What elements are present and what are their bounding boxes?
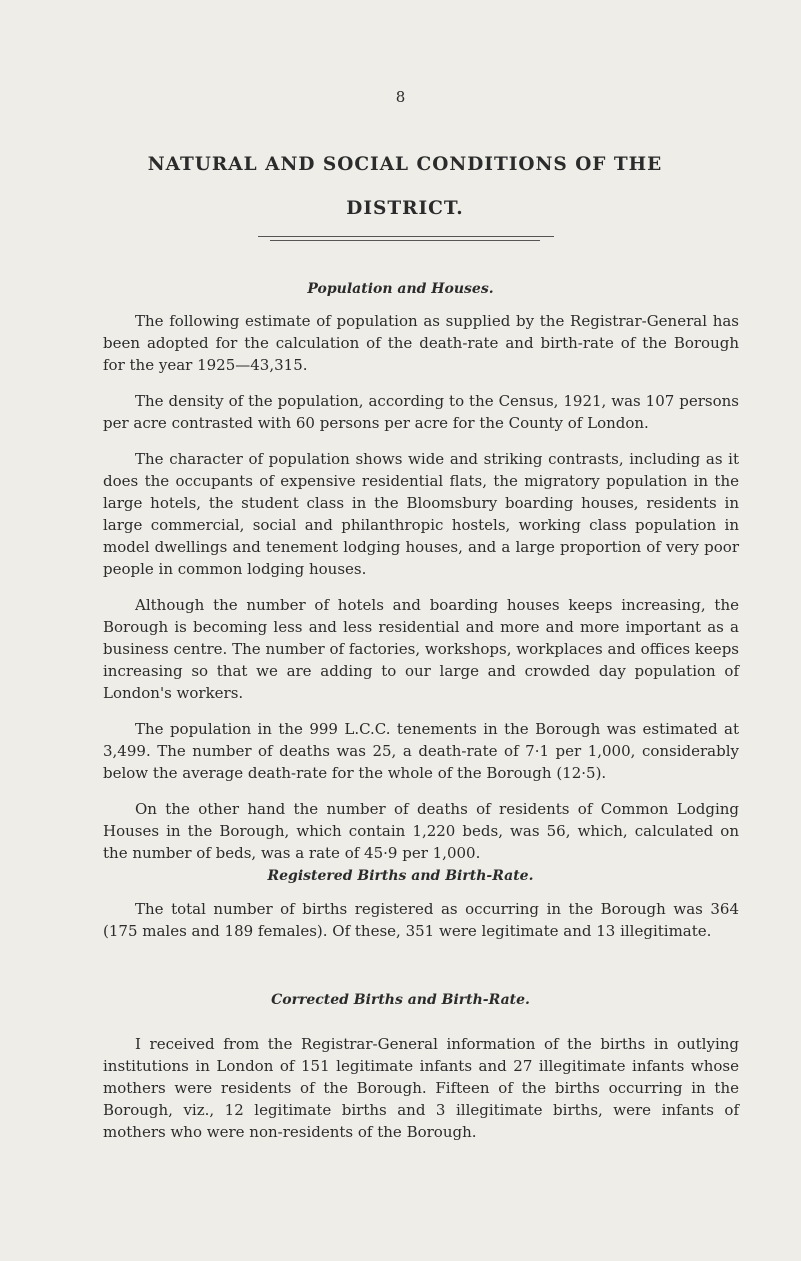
- paragraph: The total number of births registered as occurring in the Borough was 364 (175 males and 189 females). Of these, 351 were legitimate and 13 illegitimate.: [103, 900, 739, 940]
- paragraph: The character of population shows wide and striking contrasts, including as it does the occupants of expensive residential flats, the migratory population in the large hotels, the student class in the Bloomsbury boarding houses, residents in large commercial, social and philanthropic hostels, working class population in model dwellings and tenement lodging houses, and a large proportion of very poor people in common lodging houses.: [103, 450, 739, 578]
- paragraph: On the other hand the number of deaths of residents of Common Lodging Houses in the Borough, which contain 1,220 beds, was 56, which, calculated on the number of beds, was a rate of 45·9 per 1,000.: [103, 800, 739, 862]
- page-number: 8: [395, 88, 406, 106]
- title-divider-bottom: [270, 240, 540, 241]
- paragraph: I received from the Registrar-General information of the births in outlying institutions in London of 151 legitimate infants and 27 illegitimate infants whose mothers were residents of the Borough. Fifteen of the births occurring in the Borough, viz., 12 legitimate births and 3 illegitimate births, were infants of mothers who were non-residents of the Borough.: [103, 1035, 739, 1141]
- paragraph: The density of the population, according to the Census, 1921, was 107 persons per acre contrasted with 60 persons per acre for the County of London.: [103, 392, 739, 432]
- section-heading-population-and-houses: Population and Houses.: [307, 281, 494, 297]
- section-heading-registered-births: Registered Births and Birth-Rate.: [267, 868, 534, 884]
- paragraph: Although the number of hotels and boarding houses keeps increasing, the Borough is becoming less and less residential and more and more important as a business centre. The number of factories, workshops, workplaces and offices keeps increasing so that we are adding to our large and crowded day population of London's workers.: [103, 596, 739, 702]
- paragraph: The population in the 999 L.C.C. tenements in the Borough was estimated at 3,499. The number of deaths was 25, a death-rate of 7·1 per 1,000, considerably below the average death-rate for the whole of the Borough (12·5).: [103, 720, 739, 782]
- section-body-population-and-houses: [103, 310, 739, 878]
- paragraph: The following estimate of population as supplied by the Registrar-General has been adopted for the calculation of the death-rate and birth-rate of the Borough for the year 1925—43,315.: [103, 312, 739, 374]
- section-heading-corrected-births: Corrected Births and Birth-Rate.: [271, 992, 530, 1008]
- section-body-registered-births: [103, 898, 739, 956]
- section-body-corrected-births: [103, 1033, 739, 1157]
- title-divider-top: [258, 236, 554, 237]
- page-title: NATURAL AND SOCIAL CONDITIONS OF THE DISTRICT.: [147, 154, 663, 219]
